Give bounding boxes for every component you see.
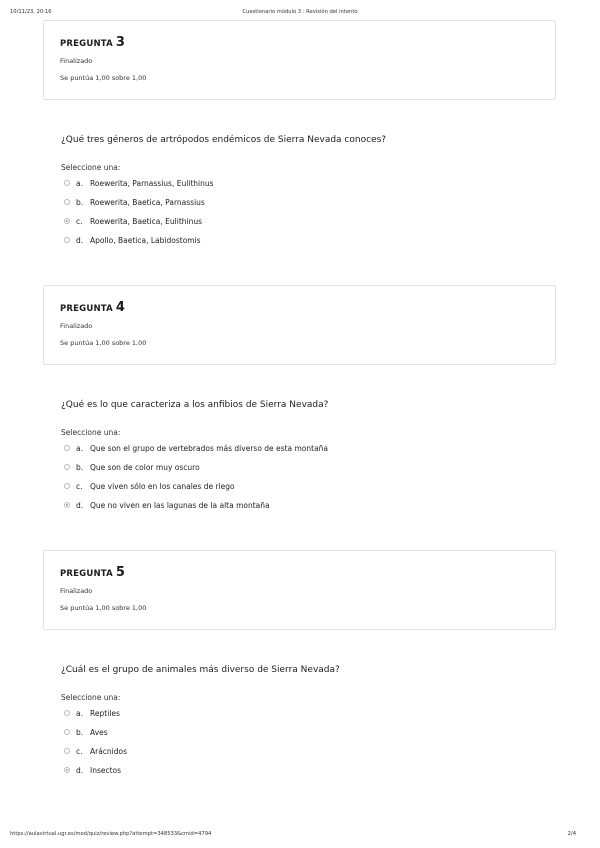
option-text: Roewerita, Parnassius, Eulithinus <box>90 178 214 188</box>
radio-button-icon[interactable] <box>64 199 70 205</box>
option-text: Insectos <box>90 765 122 775</box>
answer-option-selected[interactable] <box>64 215 202 227</box>
answer-option-selected[interactable] <box>64 499 270 511</box>
question-state: Finalizado <box>60 322 93 330</box>
question-state: Finalizado <box>60 57 93 65</box>
radio-button-checked-icon[interactable] <box>64 767 70 773</box>
option-text: Que son el grupo de vertebrados más diverso de esta montaña <box>90 443 329 453</box>
question-info-box <box>43 550 556 630</box>
option-text: Apollo, Baetica, Labidostomis <box>90 235 201 245</box>
question-label: PREGUNTA <box>60 39 113 49</box>
option-letter: a. <box>76 443 83 453</box>
answer-option[interactable] <box>64 707 120 719</box>
question-text: ¿Cuál es el grupo de animales más diverso de Sierra Nevada? <box>61 665 340 675</box>
option-letter: b. <box>76 197 84 207</box>
radio-button-icon[interactable] <box>64 464 70 470</box>
option-letter: b. <box>76 727 84 737</box>
option-letter: a. <box>76 708 83 718</box>
question-heading <box>60 35 125 50</box>
option-text: Roewerita, Baetica, Parnassius <box>90 197 205 207</box>
answer-option[interactable] <box>64 442 328 454</box>
radio-button-icon[interactable] <box>64 180 70 186</box>
option-text: Arácnidos <box>90 746 128 756</box>
question-label: PREGUNTA <box>60 569 113 579</box>
question-text: ¿Qué es lo que caracteriza a los anfibios de Sierra Nevada? <box>61 400 329 410</box>
question-text: ¿Qué tres géneros de artrópodos endémicos de Sierra Nevada conoces? <box>61 135 387 145</box>
option-letter: d. <box>76 235 84 245</box>
answer-option[interactable] <box>64 177 214 189</box>
print-datetime: 10/11/23, 20:16 <box>10 9 52 15</box>
question-info-box <box>43 285 556 365</box>
option-text: Aves <box>90 727 108 737</box>
question-number: 4 <box>115 300 125 315</box>
option-letter: d. <box>76 765 84 775</box>
answer-option-selected[interactable] <box>64 764 121 776</box>
option-text: Reptiles <box>90 708 120 718</box>
radio-button-checked-icon[interactable] <box>64 218 70 224</box>
print-header <box>10 9 590 19</box>
radio-button-icon[interactable] <box>64 483 70 489</box>
answer-prompt: Seleccione una: <box>61 428 121 437</box>
radio-button-icon[interactable] <box>64 710 70 716</box>
question-number: 5 <box>115 565 125 580</box>
answer-prompt: Seleccione una: <box>61 693 121 702</box>
print-footer <box>10 831 590 841</box>
question-heading <box>60 300 125 315</box>
option-text: Que viven sólo en los canales de riego <box>90 481 235 491</box>
print-title: Cuestionario módulo 3 : Revisión del intento <box>242 9 358 15</box>
answer-option[interactable] <box>64 196 205 208</box>
option-letter: b. <box>76 462 84 472</box>
question-number: 3 <box>115 35 125 50</box>
radio-button-icon[interactable] <box>64 729 70 735</box>
question-grade: Se puntúa 1,00 sobre 1,00 <box>60 339 147 347</box>
option-letter: d. <box>76 500 84 510</box>
question-state: Finalizado <box>60 587 93 595</box>
question-label: PREGUNTA <box>60 304 113 314</box>
radio-button-icon[interactable] <box>64 748 70 754</box>
option-letter: a. <box>76 178 83 188</box>
radio-button-icon[interactable] <box>64 445 70 451</box>
option-text: Que son de color muy oscuro <box>90 462 200 472</box>
question-heading <box>60 565 125 580</box>
option-letter: c. <box>76 746 83 756</box>
option-letter: c. <box>76 216 83 226</box>
question-grade: Se puntúa 1,00 sobre 1,00 <box>60 604 147 612</box>
question-grade: Se puntúa 1,00 sobre 1,00 <box>60 74 147 82</box>
print-url[interactable]: https://aulavirtual.ugr.es/mod/quiz/review.php?attempt=348533&cmid=4794 <box>10 831 212 837</box>
answer-option[interactable] <box>64 234 201 246</box>
answer-option[interactable] <box>64 726 108 738</box>
option-text: Que no viven en las lagunas de la alta montaña <box>90 500 270 510</box>
answer-option[interactable] <box>64 480 235 492</box>
answer-option[interactable] <box>64 745 127 757</box>
option-letter: c. <box>76 481 83 491</box>
radio-button-icon[interactable] <box>64 237 70 243</box>
radio-button-checked-icon[interactable] <box>64 502 70 508</box>
question-info-box <box>43 20 556 100</box>
option-text: Roewerita, Baetica, Eulithinus <box>90 216 203 226</box>
answer-prompt: Seleccione una: <box>61 163 121 172</box>
page-number: 2/4 <box>567 831 576 837</box>
answer-option[interactable] <box>64 461 200 473</box>
